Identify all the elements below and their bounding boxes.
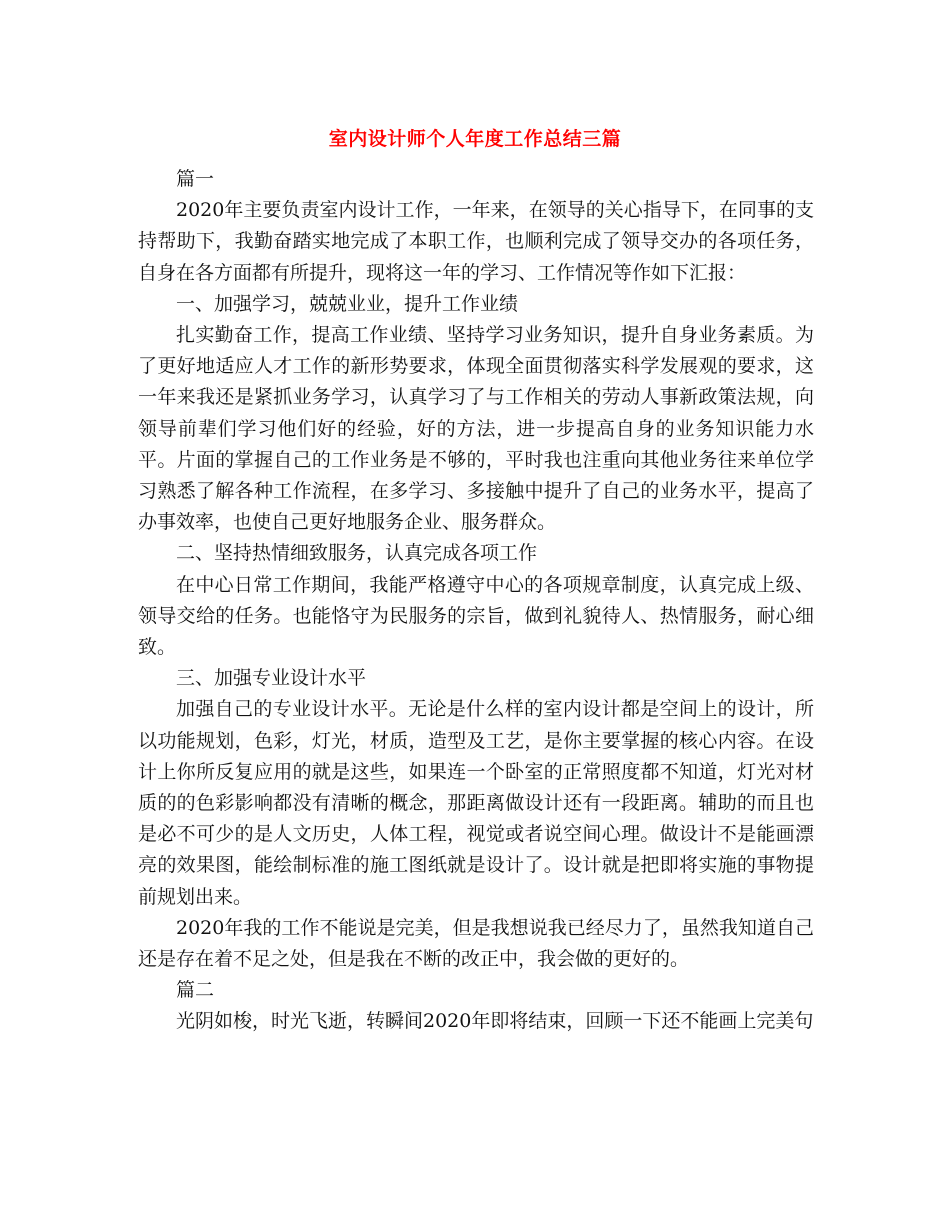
section-label-2: 篇二: [176, 979, 215, 1002]
document-body: [138, 164, 814, 1038]
heading-1: 一、加强学习，兢兢业业，提升工作业绩: [176, 292, 519, 315]
paragraph-part2-intro: 光阴如梭，时光飞逝，转瞬间2020年即将结束，回顾一下还不能画上完美句: [176, 1010, 814, 1033]
paragraph-intro: 2020年主要负责室内设计工作，一年来，在领导的关心指导下，在同事的支持帮助下，我勤奋踏实地完成了本职工作，也顺利完成了领导交办的各项任务，自身在各方面都有所提升，现将这一年的学习、工作情况等作如下汇报：: [138, 199, 814, 284]
paragraph-conclusion: 2020年我的工作不能说是完美，但是我想说我已经尽力了，虽然我知道自己还是存在着不足之处，但是我在不断的改正中，我会做的更好的。: [138, 916, 814, 971]
section-label-1: 篇一: [176, 168, 215, 190]
heading-3: 三、加强专业设计水平: [176, 667, 367, 690]
paragraph-service: 在中心日常工作期间，我能严格遵守中心的各项规章制度，认真完成上级、领导交给的任务。也能恪守为民服务的宗旨，做到礼貌待人、热情服务，耐心细致。: [138, 573, 814, 659]
paragraph-study: 扎实勤奋工作，提高工作业绩、坚持学习业务知识，提升自身业务素质。为了更好地适应人才工作的新形势要求，体现全面贯彻落实科学发展观的要求，这一年来我还是紧抓业务学习，认真学习了与工作相关的劳动人事新政策法规，向领导前辈们学习他们好的经验，好的方法，进一步提高自身的业务知识能力水平。片面的掌握自己的工作业务是不够的，平时我也注重向其他业务往来单位学习熟悉了解各种工作流程，在多学习、多接触中提升了自己的业务水平，提高了办事效率，也使自己更好地服务企业、服务群众。: [138, 324, 814, 534]
document-title: 室内设计师个人年度工作总结三篇: [328, 128, 622, 150]
paragraph-design: 加强自己的专业设计水平。无论是什么样的室内设计都是空间上的设计，所以功能规划，色彩，灯光，材质，造型及工艺，是你主要掌握的核心内容。在设计上你所反复应用的就是这些，如果连一个卧室的正常照度都不知道，灯光对材质的的色彩影响都没有清晰的概念，那距离做设计还有一段距离。辅助的而且也是必不可少的是人文历史，人体工程，视觉或者说空间心理。做设计不是能画漂亮的效果图，能绘制标准的施工图纸就是设计了。设计就是把即将实施的事物提前规划出来。: [138, 698, 814, 908]
heading-2: 二、坚持热情细致服务，认真完成各项工作: [176, 542, 538, 565]
